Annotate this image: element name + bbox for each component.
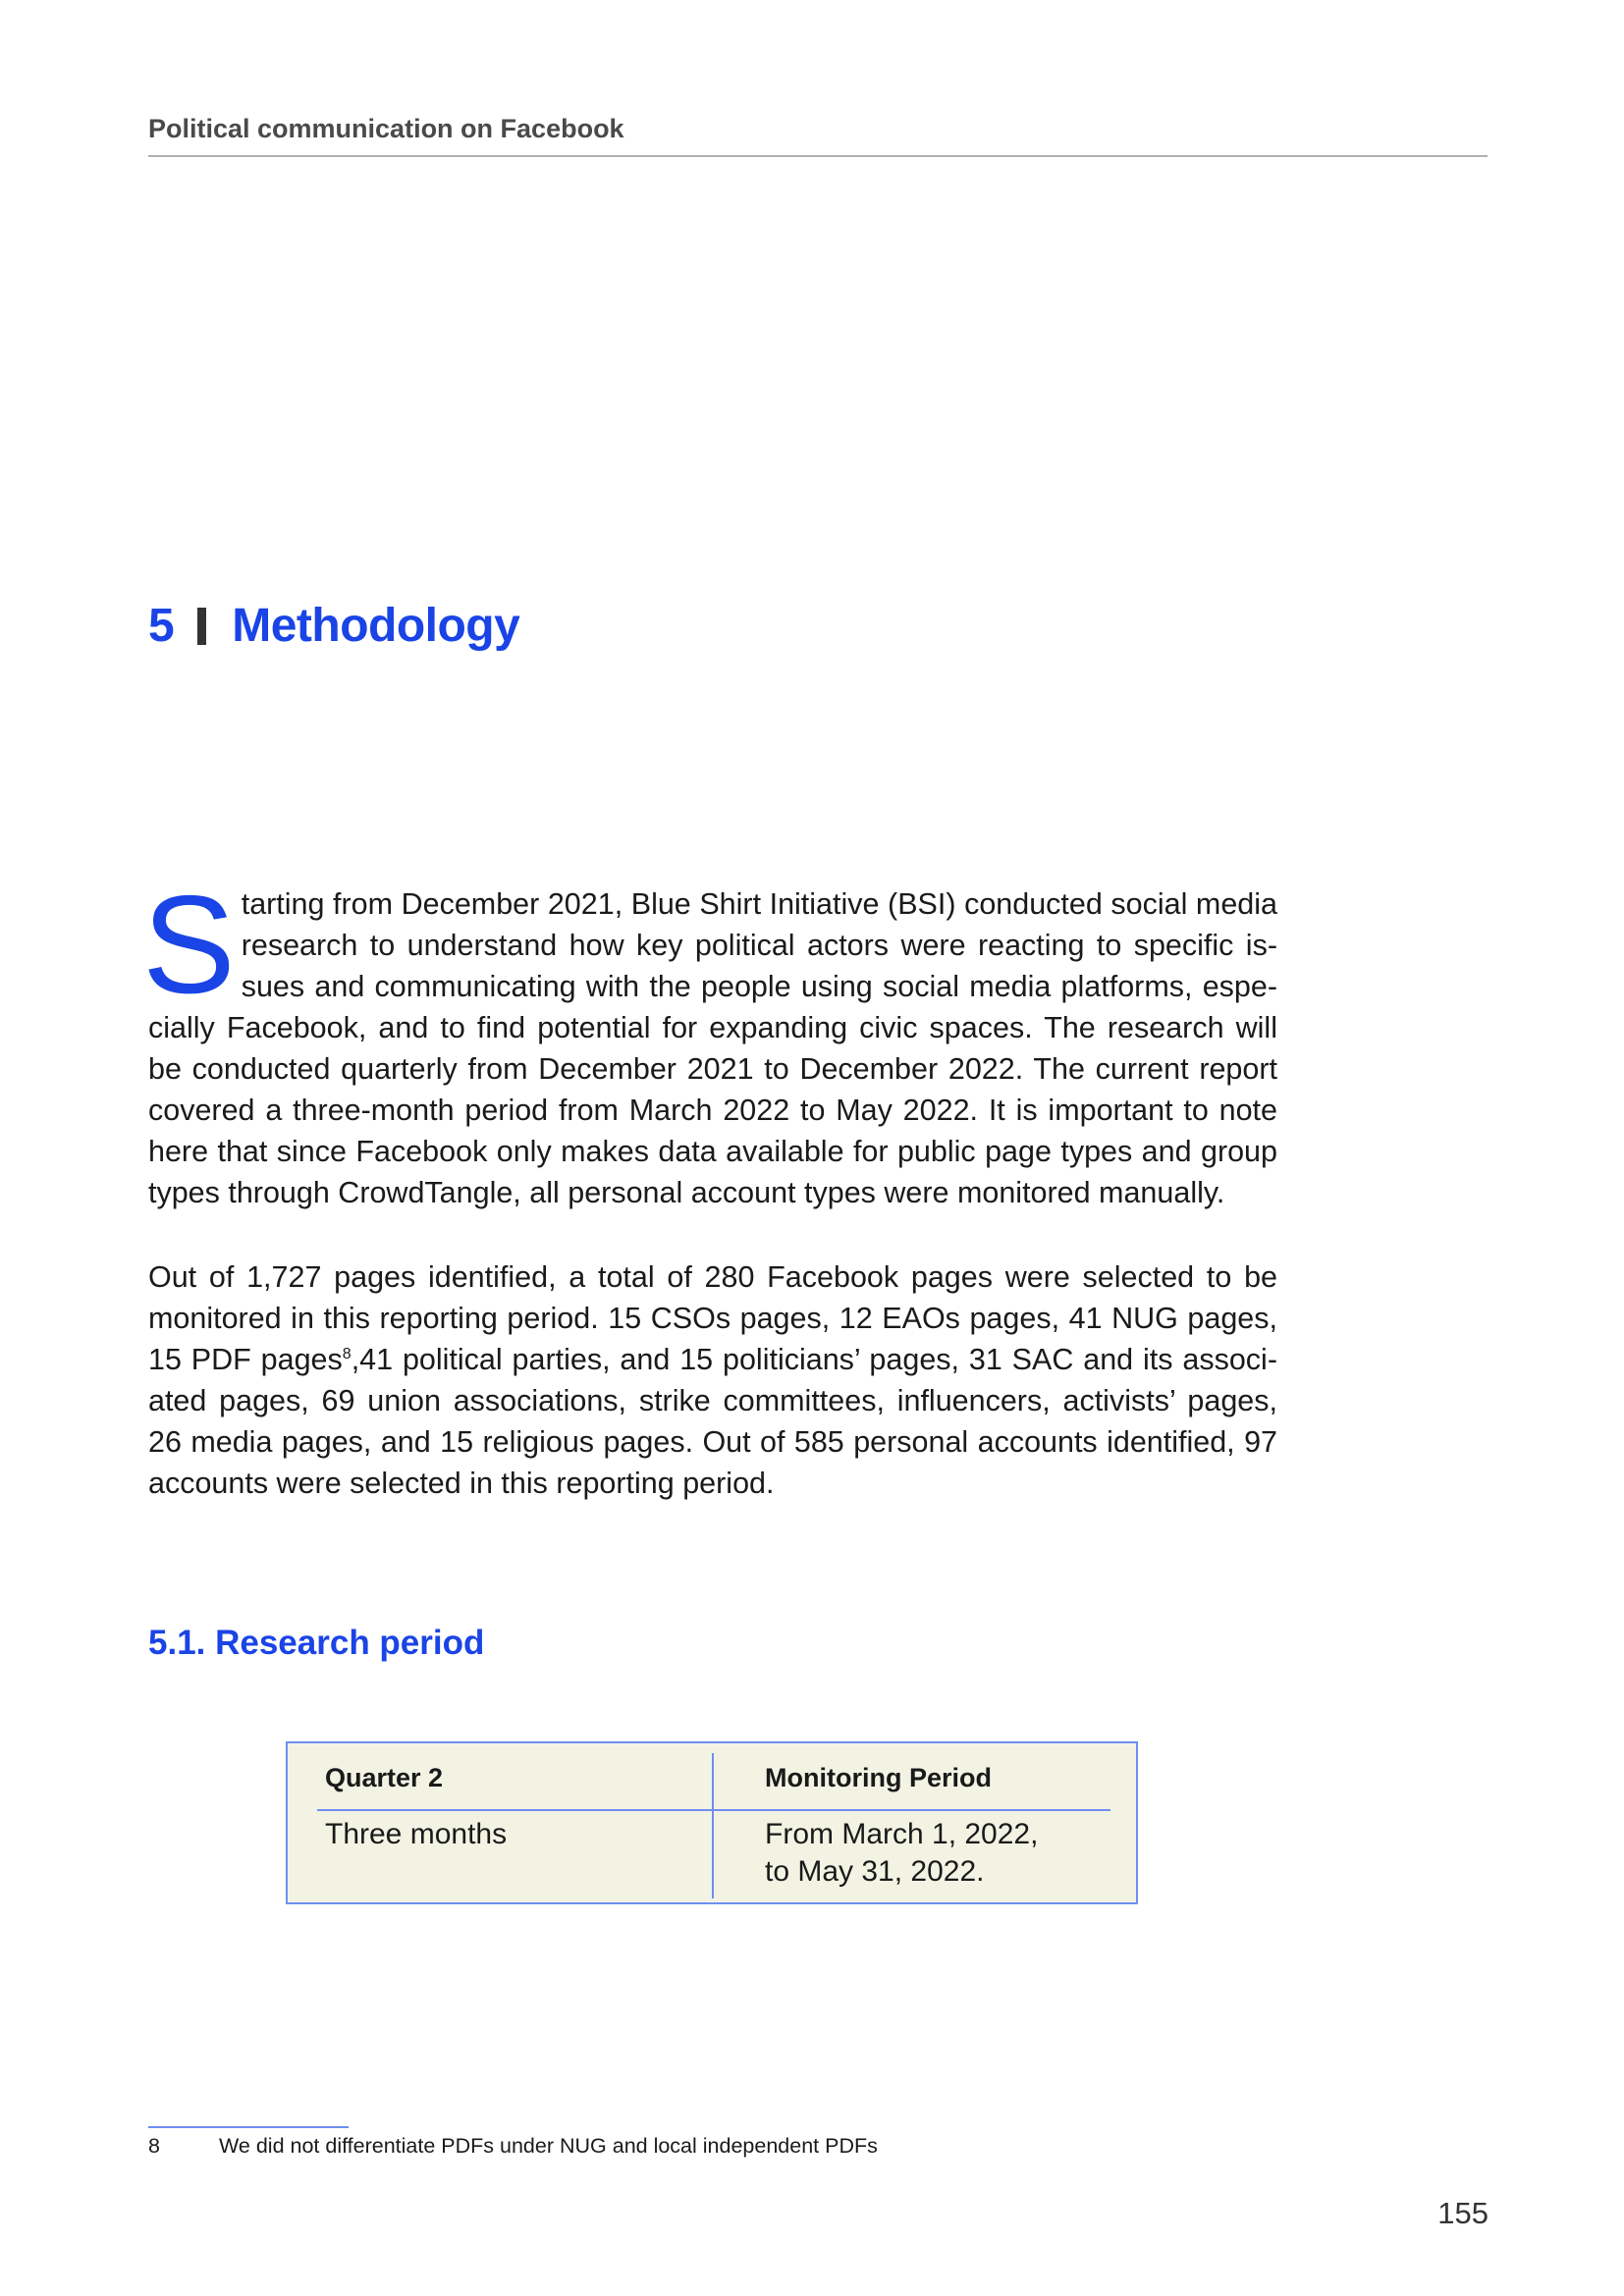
period-line: From March 1, 2022, [765, 1818, 1039, 1850]
table-column-divider [712, 1753, 714, 1898]
footnote [148, 2134, 878, 2159]
table-header-quarter: Quarter 2 [325, 1763, 444, 1792]
paragraph-line: tarting from December 2021, Blue Shirt Initiative (BSI) conducted social media [241, 887, 1277, 921]
text-after-footnote-ref: ,41 political parties, and 15 politicians’ pages, 31 SAC and its associ- [351, 1343, 1277, 1376]
table-header-monitoring-period: Monitoring Period [765, 1763, 992, 1792]
section-heading: 5.1. Research period [148, 1624, 485, 1662]
footnote-number: 8 [148, 2134, 160, 2158]
running-header-title: Political communication on Facebook [148, 114, 624, 143]
page-number: 155 [1437, 2196, 1489, 2230]
pages-selection-paragraph [148, 1256, 1277, 1504]
text-before-footnote-ref: 15 PDF pages [148, 1343, 343, 1376]
table-cell-quarter: Three months [325, 1818, 508, 1850]
paragraph-line: be conducted quarterly from December 2021 to December 2022. The current report [148, 1052, 1277, 1086]
header-divider [148, 155, 1488, 157]
footnote-divider [148, 2126, 349, 2128]
intro-paragraph [142, 867, 1277, 1213]
paragraph-line: 26 media pages, and 15 religious pages. Out of 585 personal accounts identified, 97 [148, 1425, 1277, 1459]
research-period-table [286, 1741, 1138, 1904]
paragraph-line: ated pages, 69 union associations, strike committees, influencers, activists’ pages, [148, 1384, 1277, 1417]
paragraph-line: sues and communicating with the people using social media platforms, espe- [241, 970, 1277, 1003]
table-cell-period [765, 1816, 1038, 1891]
footnote-text: We did not differentiate PDFs under NUG and local independent PDFs [219, 2134, 878, 2158]
chapter-separator-bar [197, 608, 206, 645]
paragraph-line: types through CrowdTangle, all personal account types were monitored manually. [148, 1176, 1225, 1209]
paragraph-line: Out of 1,727 pages identified, a total of 280 Facebook pages were selected to be [148, 1260, 1277, 1294]
footnote-reference[interactable]: 8 [342, 1345, 352, 1362]
paragraph-line: monitored in this reporting period. 15 CSOs pages, 12 EAOs pages, 41 NUG pages, [148, 1302, 1277, 1335]
period-line: to May 31, 2022. [765, 1855, 985, 1888]
paragraph-line-with-footnote [148, 1339, 1277, 1380]
chapter-title: Methodology [232, 600, 520, 652]
paragraph-line: here that since Facebook only makes data available for public page types and group [148, 1135, 1277, 1168]
paragraph-line: accounts were selected in this reporting period. [148, 1467, 775, 1500]
drop-cap: S [142, 867, 236, 1023]
table-header-divider [317, 1809, 1110, 1811]
paragraph-line: research to understand how key political actors were reacting to specific is- [241, 929, 1277, 962]
paragraph-line: covered a three-month period from March 2022 to May 2022. It is important to note [148, 1094, 1277, 1127]
chapter-number: 5 [148, 600, 175, 652]
paragraph-line: cially Facebook, and to find potential for expanding civic spaces. The research will [148, 1011, 1277, 1044]
chapter-heading [148, 599, 519, 653]
